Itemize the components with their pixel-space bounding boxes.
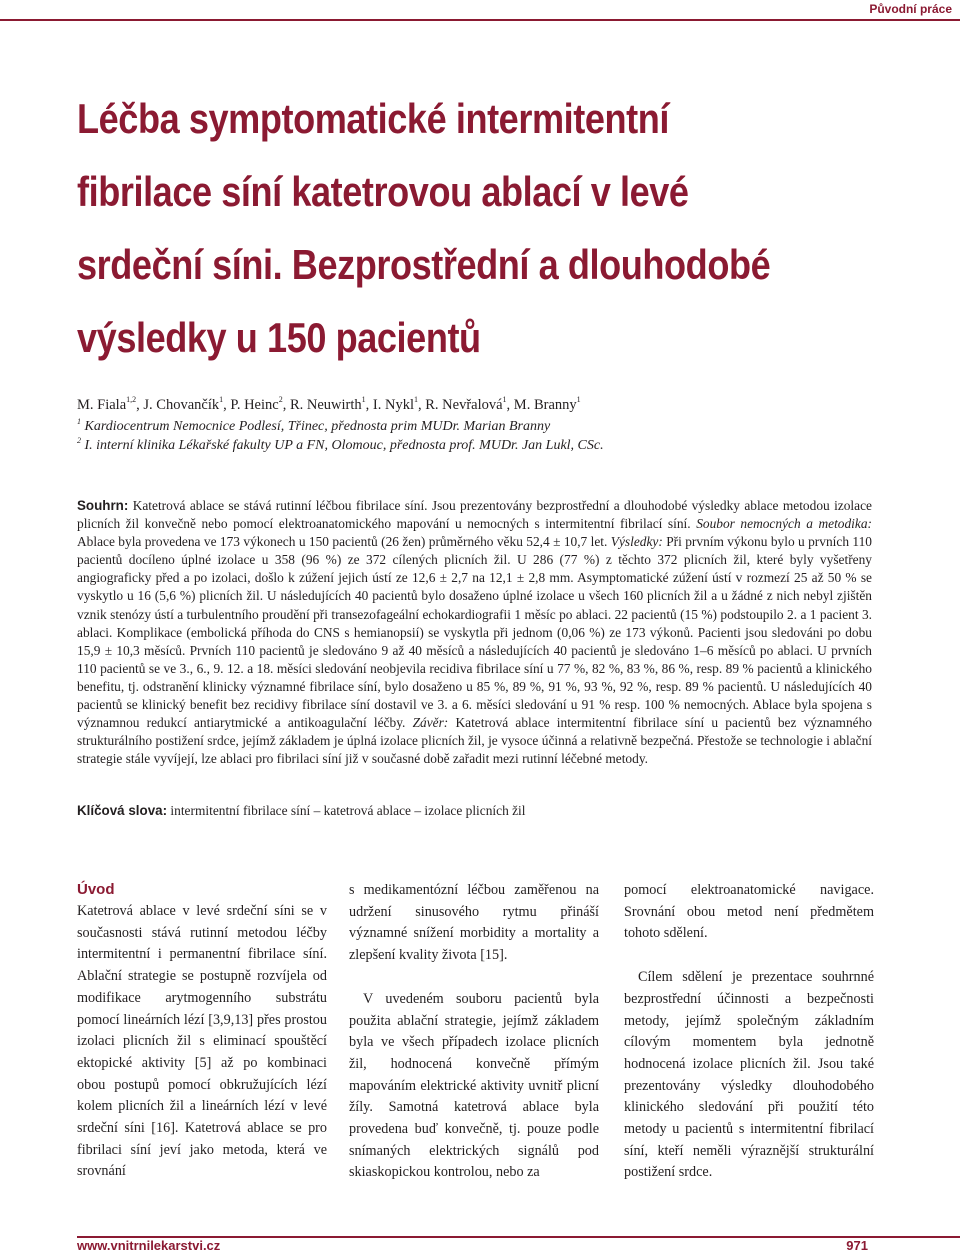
author-list — [77, 396, 581, 414]
paragraph: Katetrová ablace v levé srdeční síni se v současnosti stává rutinní metodou léčby intermitentní i permanentní fibrilace síní. Ablační strategie se postupně rozvíjela od modifikace arytmogenního substrátu pomocí lineárních lézí [3,9,13] přes prostou izolaci plicních žil s eliminací spouštěcí ektopické aktivity [5] až po kombinaci obou postupů pomocí obkružujících lézí kolem plicních žil a lineárních lézí v levé srdeční síni [16]. Katetrová ablace se pro fibrilaci síní jeví jako metoda, která ve srovnání — [77, 903, 327, 1180]
author: J. Chovančík$^1$, — [143, 395, 231, 413]
section-label: Původní práce — [855, 0, 960, 18]
body-column-1 — [77, 880, 327, 1183]
author: I. Nykl$^1$, — [372, 395, 426, 413]
author: R. Neuwirth$^1$, — [289, 395, 373, 413]
article-title: Léčba symptomatické intermitentní fibrilace síní katetrovou ablací v levé srdeční síni. Bezprostřední a dlouhodobé výsledky u 150 pacientů — [77, 95, 771, 361]
affiliation-1: $^1$ Kardiocentrum Nemocnice Podlesí, Třinec, přednosta prim MUDr. Marian Branny — [77, 417, 551, 434]
keywords: Klíčová slova: intermitentní fibrilace síní – katetrová ablace – izolace plicních žil — [77, 803, 526, 818]
affiliation-2: $^2$ I. interní klinika Lékařské fakulty UP a FN, Olomouc, přednosta prof. MUDr. Jan Lukl, CSc. — [77, 436, 604, 453]
paragraph: s medikamentózní léčbou zaměřenou na udržení sinusového rytmu přináší významné snížení morbidity a mortality a zlepšení kvality života [15]. — [349, 882, 599, 964]
journal-url[interactable]: www.vnitrnilekarstvi.cz — [77, 1238, 221, 1253]
top-band — [0, 0, 960, 20]
conclusion-label: Závěr: — [412, 715, 449, 731]
author: M. Branny$^1$ — [513, 395, 581, 413]
abstract-label: Souhrn: — [77, 498, 129, 513]
paragraph: Cílem sdělení je prezentace souhrnné bezprostřední účinnosti a bezpečnosti metody, jejímž společným základním cílovým momentem byla jednotně hodnocená izolace plicních žil. Jsou také prezentovány výsledky dlouhodobého klinického sledování při použití této metody u pacientů s intermitentní fibrilací síní, kteří neměli výraznější strukturální postižení srdce. — [624, 969, 874, 1181]
author: R. Nevřalová$^1$, — [425, 395, 514, 413]
author: M. Fiala$^{1,2}$, — [77, 395, 144, 413]
abstract: Souhrn: Katetrová ablace se stává rutinní léčbou fibrilace síní. Jsou prezentovány bezprostřední a dlouhodobé výsledky ablace metodou izolace plicních žil konvečně nebo pomocí elektroanatomického mapování u nemocných s intermitentní fibrilací síní. Soubor nemocných a metodika: Ablace byla provedena ve 173 výkonech u 150 pacientů (26 žen) průměrného věku 52,4 ± 10,7 let. Výsledky: Při prvním výkonu bylo u prvních 110 pacientů docíleno úplné izolace u 358 (96 %) ze 372 cílených plicních žil. U 286 (77 %) z těchto 372 plicních žil, které byly vyšetřeny angiograficky před a po izolaci, došlo k zúžení jejich ústí ze 12,6 ± 2,7 na 12,1 ± 2,8 mm. Asymptomatické zúžení ústí v rozmezí 25 až 50 % se vyskytlo u 16 (5,6 %) plicních žil. U následujících 40 pacientů bylo dosaženo úplné izolace u všech 160 plicních žil a u žádné z nich nebyl zjištěn vznik stenózy ústí a turbulentního proudění při transezofageální echokardiografii 1 měsíc po ablaci. 22 pacientů (15 %) podstoupilo 2. a 1 pacient 3. ablaci. Komplikace (embolická příhoda do CNS s hemianopsií) se vyskytla při jednom (0,06 %) ze 173 výkonů. Pacienti jsou sledováni po dobu 15,9 ± 10,3 měsíců. Prvních 110 pacientů je sledováno 9 až 40 měsíců a následujících 40 pacientů je sledováno 1–6 měsíců po ablaci. U prvních 110 pacientů se ve 3., 6., 9. 12. a 18. měsíci sledování neobjevila recidiva fibrilace síní u 77 %, 82 %, 83 %, 86 %, resp. 89 % pacientů a klinického benefitu, tj. odstranění klinicky významné fibrilace síní, bylo dosaženo u 85 %, 89 %, 91 %, 93 %, 92 %, resp. 89 % pacientů. U následujících 40 pacientů se klinický benefit bez recidivy fibrilace síní dostavil ve 3. a 6. měsíci sledování u 91 % resp. 100 % nemocných. Ablace byla spojena s významnou redukcí antiarytmické a antikoagulační léčby. Závěr: Katetrová ablace intermitentní fibrilace síní u pacientů bez významného strukturálního postižení srdce, jejímž základem je úplná izolace plicních žil, je vysoce účinná a relativně bezpečná. Přestože se technologie i ablační strategie stále vyvíjejí, lze ablaci pro fibrilaci síní již v současné době zařadit mezi rutinní léčebné metody. — [77, 498, 873, 767]
header-rule — [0, 19, 960, 21]
page-number: 971 — [846, 1238, 868, 1253]
results-label: Výsledky: — [610, 534, 663, 550]
body-column-2 — [349, 880, 599, 1184]
section-heading: Úvod — [77, 881, 115, 898]
author: P. Heinc$^2$, — [230, 395, 290, 413]
paragraph: pomocí elektroanatomické navigace. Srovnání obou metod není předmětem tohoto sdělení. — [624, 882, 874, 942]
paragraph: V uvedeném souboru pacientů byla použita ablační strategie, jejímž základem byla ve všech případech izolace plicních žil, hodnocená konvečně přímým mapováním elektrické aktivity uvnitř plicní žíly. Samotná katetrová ablace byla provedena buď konvečně, tj. pouze podle snímaných elektrických signálů pod skiaskopickou kontrolou, nebo za — [349, 990, 599, 1181]
body-column-3 — [624, 880, 874, 1184]
methods-label: Soubor nemocných a metodika: — [696, 516, 872, 532]
